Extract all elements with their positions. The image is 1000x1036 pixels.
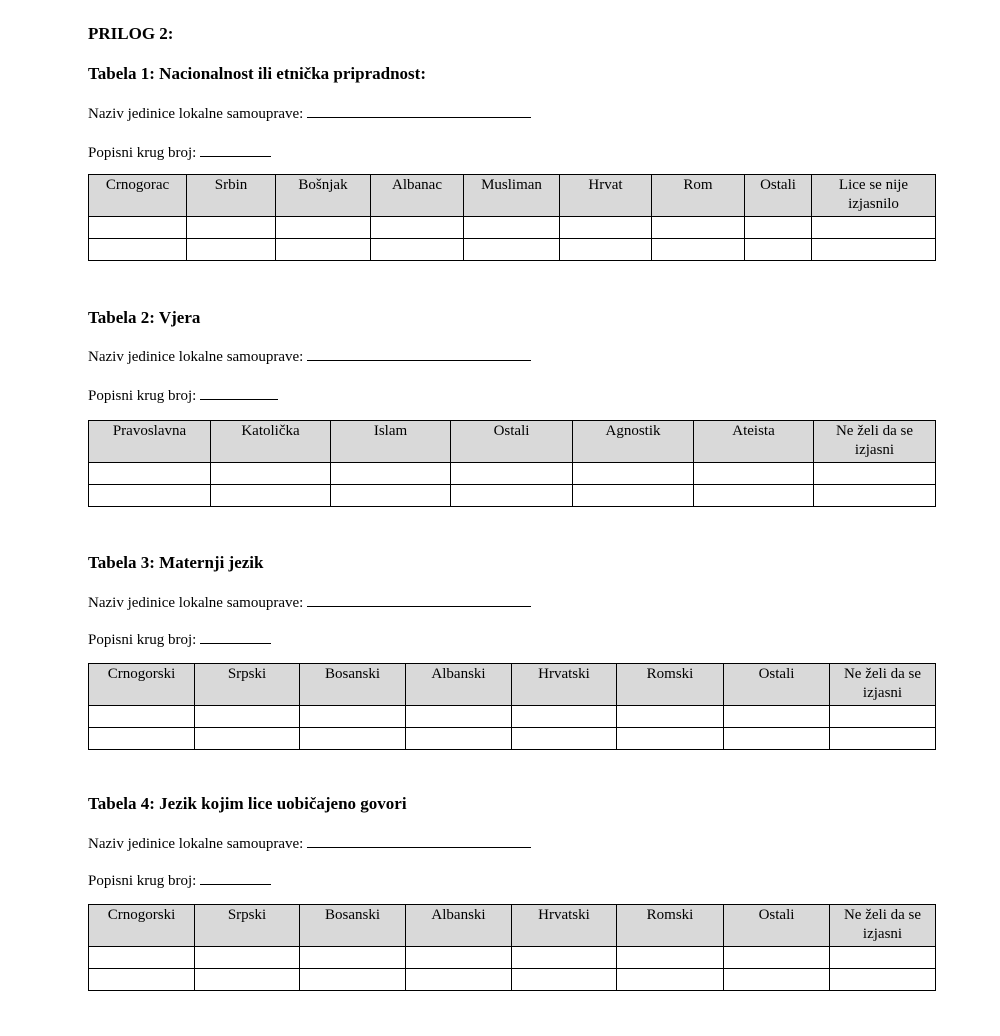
municipality-blank[interactable] xyxy=(307,346,531,361)
column-header: Crnogorski xyxy=(89,664,195,706)
table-3-circle-field xyxy=(88,629,271,649)
table-cell[interactable] xyxy=(406,969,512,991)
page-title: PRILOG 2: xyxy=(88,24,174,43)
column-header: Hrvatski xyxy=(512,664,617,706)
table-cell[interactable] xyxy=(89,485,211,507)
table-1 xyxy=(88,174,936,261)
circle-label: Popisni krug broj: xyxy=(88,388,197,404)
table-cell[interactable] xyxy=(745,217,812,239)
table-cell[interactable] xyxy=(512,947,617,969)
circle-blank[interactable] xyxy=(200,142,271,157)
column-header: Bosanski xyxy=(300,905,406,947)
table-cell[interactable] xyxy=(276,239,371,261)
table-cell[interactable] xyxy=(814,463,936,485)
table-cell[interactable] xyxy=(331,485,451,507)
table-row xyxy=(89,485,936,507)
column-header: Hrvatski xyxy=(512,905,617,947)
table-cell[interactable] xyxy=(830,706,936,728)
table-cell[interactable] xyxy=(300,969,406,991)
table-cell[interactable] xyxy=(406,706,512,728)
table-cell[interactable] xyxy=(560,217,652,239)
table-cell[interactable] xyxy=(195,947,300,969)
table-cell[interactable] xyxy=(512,969,617,991)
table-cell[interactable] xyxy=(371,217,464,239)
table-3 xyxy=(88,663,936,750)
column-header: Albanski xyxy=(406,664,512,706)
table-cell[interactable] xyxy=(195,706,300,728)
table-cell[interactable] xyxy=(451,485,573,507)
table-cell[interactable] xyxy=(89,969,195,991)
table-cell[interactable] xyxy=(830,728,936,750)
column-header: Romski xyxy=(617,905,724,947)
column-header: Bošnjak xyxy=(276,175,371,217)
table-cell[interactable] xyxy=(512,728,617,750)
column-header: Ostali xyxy=(724,905,830,947)
table-row xyxy=(89,969,936,991)
circle-label: Popisni krug broj: xyxy=(88,145,197,161)
table-cell[interactable] xyxy=(694,463,814,485)
column-header: Ostali xyxy=(724,664,830,706)
municipality-label: Naziv jedinice lokalne samouprave: xyxy=(88,595,304,611)
municipality-blank[interactable] xyxy=(307,103,531,118)
table-4-heading: Tabela 4: Jezik kojim lice uobičajeno govori xyxy=(88,794,407,813)
table-header-row xyxy=(89,905,936,947)
table-cell[interactable] xyxy=(211,463,331,485)
table-1-municipality-field xyxy=(88,103,531,123)
table-4-municipality-field xyxy=(88,833,531,853)
table-cell[interactable] xyxy=(745,239,812,261)
table-cell[interactable] xyxy=(371,239,464,261)
table-cell[interactable] xyxy=(89,217,187,239)
column-header: Ne želi da se izjasni xyxy=(830,905,936,947)
table-cell[interactable] xyxy=(89,239,187,261)
circle-label: Popisni krug broj: xyxy=(88,873,197,889)
table-cell[interactable] xyxy=(812,217,936,239)
table-cell[interactable] xyxy=(331,463,451,485)
table-cell[interactable] xyxy=(451,463,573,485)
table-cell[interactable] xyxy=(300,947,406,969)
table-cell[interactable] xyxy=(617,947,724,969)
table-cell[interactable] xyxy=(617,728,724,750)
column-header: Ne želi da se izjasni xyxy=(830,664,936,706)
table-cell[interactable] xyxy=(276,217,371,239)
table-row xyxy=(89,239,936,261)
table-cell[interactable] xyxy=(211,485,331,507)
column-header: Pravoslavna xyxy=(89,421,211,463)
column-header: Romski xyxy=(617,664,724,706)
circle-blank[interactable] xyxy=(200,629,271,644)
table-header-row xyxy=(89,664,936,706)
column-header: Bosanski xyxy=(300,664,406,706)
table-cell[interactable] xyxy=(187,239,276,261)
circle-blank[interactable] xyxy=(200,870,271,885)
column-header: Rom xyxy=(652,175,745,217)
table-cell[interactable] xyxy=(617,969,724,991)
table-cell[interactable] xyxy=(724,728,830,750)
table-row xyxy=(89,217,936,239)
table-3-municipality-field xyxy=(88,592,531,612)
table-cell[interactable] xyxy=(694,485,814,507)
table-cell[interactable] xyxy=(406,947,512,969)
table-cell[interactable] xyxy=(300,728,406,750)
table-cell[interactable] xyxy=(406,728,512,750)
table-2 xyxy=(88,420,936,507)
table-row xyxy=(89,463,936,485)
table-cell[interactable] xyxy=(830,947,936,969)
column-header: Srpski xyxy=(195,905,300,947)
column-header: Crnogorski xyxy=(89,905,195,947)
table-cell[interactable] xyxy=(187,217,276,239)
table-cell[interactable] xyxy=(617,706,724,728)
table-cell[interactable] xyxy=(573,463,694,485)
table-2-heading: Tabela 2: Vjera xyxy=(88,308,201,327)
municipality-label: Naziv jedinice lokalne samouprave: xyxy=(88,836,304,852)
municipality-blank[interactable] xyxy=(307,592,531,607)
municipality-label: Naziv jedinice lokalne samouprave: xyxy=(88,106,304,122)
column-header: Ostali xyxy=(745,175,812,217)
column-header: Ateista xyxy=(694,421,814,463)
table-3-heading: Tabela 3: Maternji jezik xyxy=(88,553,264,572)
table-row xyxy=(89,947,936,969)
table-1-heading: Tabela 1: Nacionalnost ili etnička pripradnost: xyxy=(88,64,426,83)
table-cell[interactable] xyxy=(724,969,830,991)
table-2-municipality-field xyxy=(88,346,531,366)
table-cell[interactable] xyxy=(464,217,560,239)
table-cell[interactable] xyxy=(89,728,195,750)
table-2-circle-field xyxy=(88,385,278,405)
column-header: Srpski xyxy=(195,664,300,706)
table-cell[interactable] xyxy=(89,706,195,728)
column-header: Islam xyxy=(331,421,451,463)
table-header-row xyxy=(89,175,936,217)
column-header: Ostali xyxy=(451,421,573,463)
table-cell[interactable] xyxy=(724,706,830,728)
table-cell[interactable] xyxy=(814,485,936,507)
column-header: Lice se nije izjasnilo xyxy=(812,175,936,217)
table-cell[interactable] xyxy=(812,239,936,261)
table-cell[interactable] xyxy=(89,947,195,969)
table-cell[interactable] xyxy=(300,706,406,728)
table-cell[interactable] xyxy=(89,463,211,485)
circle-label: Popisni krug broj: xyxy=(88,632,197,648)
column-header: Srbin xyxy=(187,175,276,217)
table-cell[interactable] xyxy=(652,239,745,261)
table-cell[interactable] xyxy=(195,728,300,750)
table-cell[interactable] xyxy=(560,239,652,261)
table-row xyxy=(89,706,936,728)
column-header: Albanac xyxy=(371,175,464,217)
column-header: Musliman xyxy=(464,175,560,217)
table-cell[interactable] xyxy=(652,217,745,239)
column-header: Agnostik xyxy=(573,421,694,463)
table-cell[interactable] xyxy=(724,947,830,969)
column-header: Hrvat xyxy=(560,175,652,217)
municipality-label: Naziv jedinice lokalne samouprave: xyxy=(88,349,304,365)
table-cell[interactable] xyxy=(573,485,694,507)
table-cell[interactable] xyxy=(830,969,936,991)
column-header: Ne želi da se izjasni xyxy=(814,421,936,463)
table-header-row xyxy=(89,421,936,463)
municipality-blank[interactable] xyxy=(307,833,531,848)
table-4-circle-field xyxy=(88,870,271,890)
table-row xyxy=(89,728,936,750)
table-cell[interactable] xyxy=(464,239,560,261)
table-cell[interactable] xyxy=(195,969,300,991)
column-header: Crnogorac xyxy=(89,175,187,217)
table-4 xyxy=(88,904,936,991)
column-header: Katolička xyxy=(211,421,331,463)
column-header: Albanski xyxy=(406,905,512,947)
table-cell[interactable] xyxy=(512,706,617,728)
table-1-circle-field xyxy=(88,142,271,162)
circle-blank[interactable] xyxy=(200,385,278,400)
